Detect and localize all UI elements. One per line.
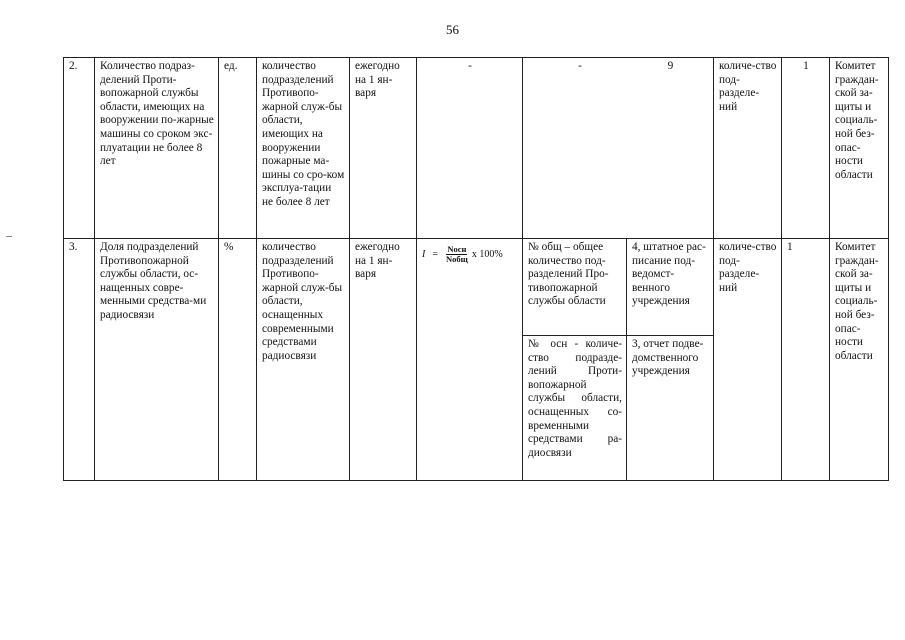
unit-cell: ед. [219,58,257,239]
components-value: - [578,60,582,72]
page-number: 56 [446,22,459,37]
components-cell [523,58,714,239]
formula-eq: = [432,248,438,260]
periodicity-cell: ежегодно на 1 ян-варя [350,58,417,239]
unit-base-cell: количе-ство под-разделе-ний [714,58,782,239]
source-value: 9 [667,60,674,72]
formula-numerator: Nосн [447,244,467,254]
formula-fraction [445,245,469,264]
indicator-table [63,57,889,481]
row-number: 3. [64,239,95,481]
definition-cell: количество подразделений Противопо-жарной служ-бы области, имеющих на вооружении пожарные ма-шины со сро-ком эксплуа-тации не более 8 лет [257,58,350,239]
margin-mark [6,236,12,237]
formula-tail: x 100% [471,248,503,260]
component-source: 3, отчет подве-домственного учреждения [627,336,714,481]
component-desc: № общ – общее количество под-разделений Про-тивопожарной службы области [523,239,627,336]
formula-cell: - [417,58,523,239]
formula-denominator: Nобщ [445,254,468,264]
component-source: 4, штатное рас-писание под-ведомст-венного учреждения [627,239,714,336]
indicator-name: Количество подраз-делений Проти-вопожарной службы области, имеющих на вооружении по-жарные машины со сроком экс-плуатации не более 8 лет [95,58,219,239]
definition-cell: количество подразделений Противопо-жарной служ-бы области, оснащенных современными средствами радиосвязи [257,239,350,481]
formula-cell [417,239,523,481]
periodicity-cell: ежегодно на 1 ян-варя [350,239,417,481]
table-row [64,58,889,239]
formula [422,241,518,264]
responsible-cell: Комитет граждан-ской за-щиты и социаль-ной без-опас-ности области [830,58,889,239]
unit-base-cell: количе-ство под-разделе-ний [714,239,782,481]
row-number: 2. [64,58,95,239]
method-cell: 1 [782,58,830,239]
component-desc: № осн - количе-ство подразде-лений Проти-вопожарной службы области, оснащенных со-временными средствами ра-диосвязи [523,336,627,481]
formula-lhs: I [422,248,426,260]
indicator-name: Доля подразделений Противопожарной службы области, ос-нащенных совре-менными средства-ми радиосвязи [95,239,219,481]
responsible-cell: Комитет граждан-ской за-щиты и социаль-ной без-опас-ности области [830,239,889,481]
table-row [64,239,889,336]
unit-cell: % [219,239,257,481]
method-cell: 1 [782,239,830,481]
